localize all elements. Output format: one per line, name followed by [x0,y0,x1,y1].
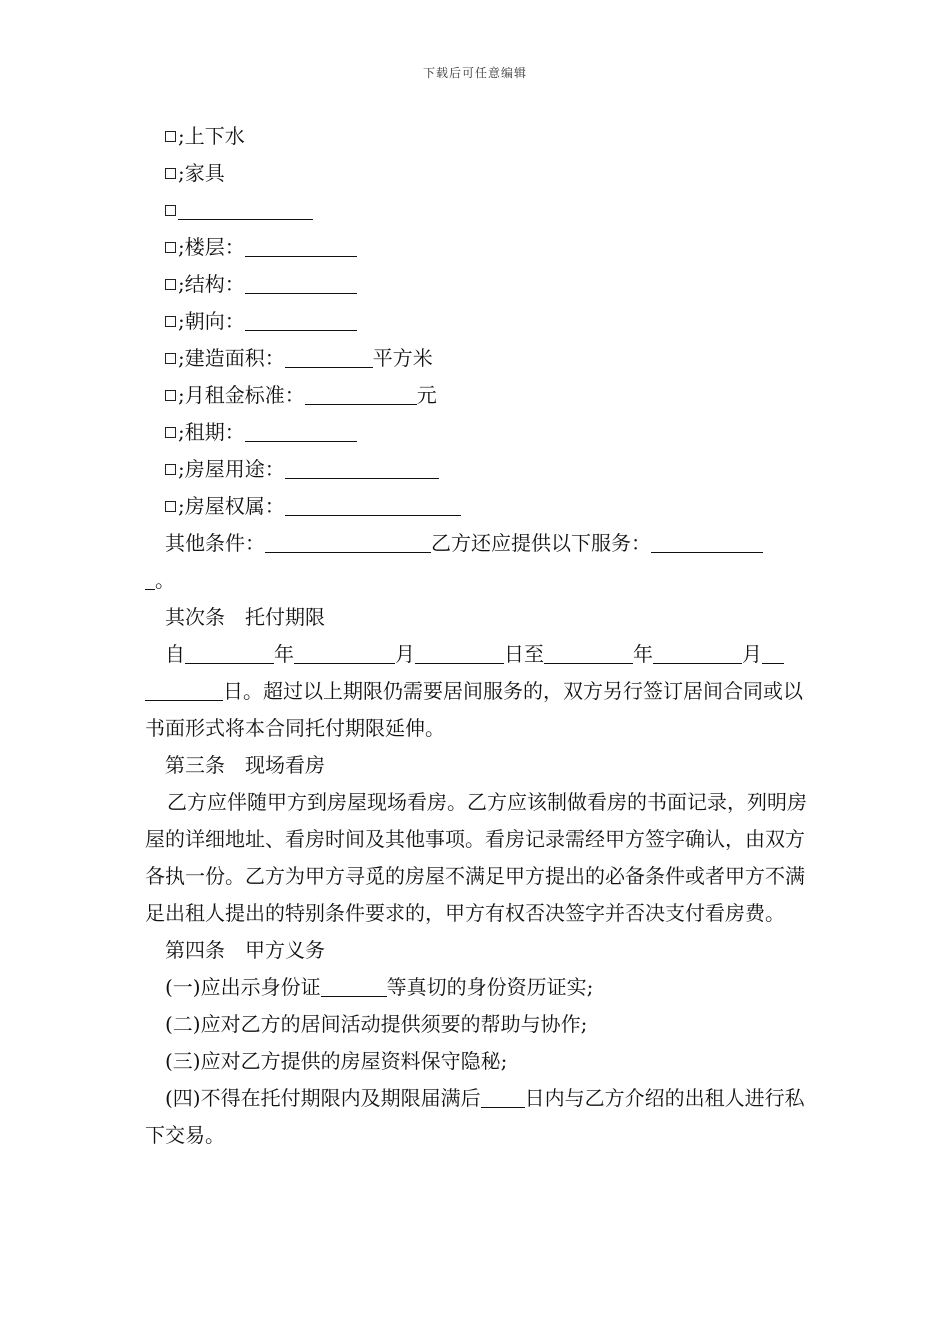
item-unit: 元 [416,383,437,407]
blank-field[interactable] [481,1089,525,1108]
blank-field[interactable] [544,645,633,664]
other-conditions-line [145,525,813,562]
page-header: 下载后可任意编辑 [422,66,527,80]
item-label: ;房屋权属： [178,494,285,518]
day-to-label: 日至 [504,642,544,666]
document-body [145,118,813,1154]
checkbox-line-orientation [145,303,813,340]
checkbox-line-term [145,414,813,451]
blank-field[interactable] [178,201,313,220]
month-label: 月 [395,642,415,666]
item-text: 日内与乙方介绍的出租人进行私下交易。 [145,1086,805,1147]
article-2-title: 其次条 托付期限 [165,605,325,629]
checkbox-line-area [145,340,813,377]
item-label: ;房屋用途： [178,457,285,481]
article-3-body: 乙方应伴随甲方到房屋现场看房。乙方应该制做看房的书面记录，列明房屋的详细地址、看房时间及其他事项。看房记录需经甲方签字确认，由双方各执一份。乙方为甲方寻觅的房屋不满足甲方提出的必备条件或者甲方不满足出租人提出的特别条件要求的，甲方有权否决签字并否决支付看房费。 [145,790,807,925]
blank-field[interactable] [265,534,431,553]
blank-field[interactable] [185,645,274,664]
blank-field[interactable] [653,645,742,664]
checkbox-icon[interactable] [165,205,176,216]
item-label: ;朝向： [178,309,245,333]
article-4-item-2: (二)应对乙方的居间活动提供须要的帮助与协作; [165,1012,588,1036]
checkbox-icon[interactable] [165,353,176,364]
item-label: ;结构： [178,272,245,296]
checkbox-line-other [145,192,813,229]
checkbox-icon[interactable] [165,501,176,512]
item-label: ;月租金标准： [178,383,305,407]
blank-field[interactable] [245,312,357,331]
checkbox-icon[interactable] [165,279,176,290]
checkbox-icon[interactable] [165,427,176,438]
article-2-dates [145,636,813,673]
item-text: (一)应出示身份证 [165,975,321,999]
blank-field[interactable] [145,682,223,701]
blank-field[interactable] [245,238,357,257]
other-conditions-end [145,562,813,599]
checkbox-line-furniture [145,155,813,192]
article-2-body [145,673,813,747]
blank-field[interactable] [321,978,387,997]
blank-field[interactable] [245,275,357,294]
date-from-label: 自 [165,642,185,666]
blank-field[interactable] [285,497,461,516]
blank-field[interactable] [294,645,395,664]
checkbox-line-ownership [145,488,813,525]
checkbox-line-floor [145,229,813,266]
blank-field[interactable] [305,386,417,405]
month-label: 月 [742,642,762,666]
checkbox-icon[interactable] [165,464,176,475]
blank-field[interactable] [285,460,439,479]
checkbox-line-water [145,118,813,155]
item-text: (四)不得在托付期限内及期限届满后 [165,1086,481,1110]
checkbox-icon[interactable] [165,242,176,253]
blank-field[interactable] [145,571,155,590]
blank-field[interactable] [651,534,763,553]
blank-field[interactable] [415,645,504,664]
article-4-item-3: (三)应对乙方提供的房屋资料保守隐秘; [165,1049,508,1073]
checkbox-icon[interactable] [165,316,176,327]
item-label: ;租期： [178,420,245,444]
article-3-title: 第三条 现场看房 [165,753,325,777]
other-label: 其他条件： [165,531,265,555]
checkbox-line-rent [145,377,813,414]
checkbox-icon[interactable] [165,168,176,179]
year-label: 年 [274,642,294,666]
article-4-item-4 [145,1080,813,1154]
other-mid: 乙方还应提供以下服务： [431,531,651,555]
checkbox-icon[interactable] [165,390,176,401]
article-2-text: 日。超过以上期限仍需要居间服务的，双方另行签订居间合同或以书面形式将本合同托付期限延伸。 [145,679,803,740]
item-label: ;上下水 [178,124,245,148]
item-label: ;建造面积： [178,346,285,370]
item-unit: 平方米 [372,346,433,370]
checkbox-icon[interactable] [165,131,176,142]
other-end: 。 [155,568,175,592]
checkbox-line-use [145,451,813,488]
article-4-title: 第四条 甲方义务 [165,938,325,962]
blank-field[interactable] [245,423,357,442]
blank-field[interactable] [762,645,784,664]
item-text: 等真切的身份资历证实; [386,975,594,999]
article-4-item-1 [145,969,813,1006]
year-label: 年 [633,642,653,666]
blank-field[interactable] [285,349,373,368]
item-label: ;家具 [178,161,225,185]
checkbox-line-structure [145,266,813,303]
item-label: ;楼层： [178,235,245,259]
